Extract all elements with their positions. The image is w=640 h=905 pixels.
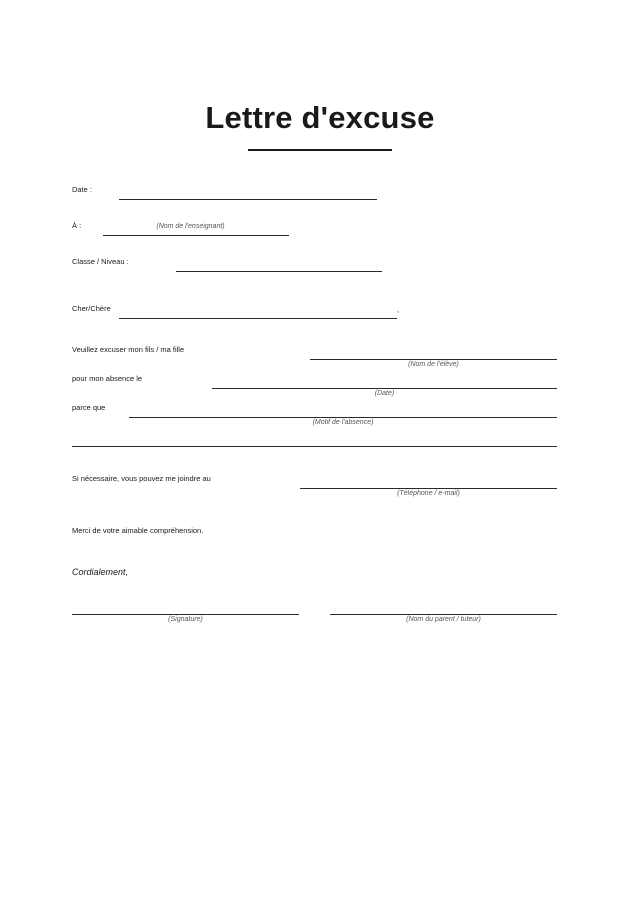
absence-label: pour mon absence le: [72, 374, 143, 383]
absence-date-line: [212, 388, 557, 389]
dear-label: Cher/Chère: [72, 304, 111, 313]
closing-text: Cordialement,: [72, 567, 129, 577]
date-line: [119, 199, 377, 200]
teacher-name-hint: (Nom de l'enseignant): [156, 223, 225, 230]
date-field[interactable]: [119, 186, 377, 200]
signature-line: [72, 614, 299, 615]
student-name-line: [310, 359, 557, 360]
signature-field[interactable]: [72, 600, 299, 614]
reason-line: [129, 417, 557, 418]
because-label: parce que: [72, 403, 106, 412]
reason-hint: (Motif de l'absence): [312, 419, 374, 426]
date-label: Date :: [72, 185, 93, 194]
recipient-field[interactable]: [119, 304, 400, 318]
absence-date-hint: (Date): [374, 390, 395, 397]
excuse-label: Veuillez excuser mon fils / ma fille: [72, 345, 185, 354]
to-label: À :: [72, 221, 82, 230]
thanks-text: Merci de votre aimable compréhension.: [72, 526, 204, 535]
contact-field[interactable]: [300, 474, 557, 488]
parent-name-hint: (Nom du parent / tuteur): [406, 616, 481, 623]
teacher-name-line: [103, 235, 289, 236]
reason-line-continued: [72, 446, 557, 447]
recipient-line: [119, 318, 397, 319]
page-title: Lettre d'excuse: [205, 100, 435, 135]
reason-field-continued[interactable]: [72, 432, 557, 446]
title-underline: [248, 149, 392, 151]
absence-date-field[interactable]: [212, 374, 557, 388]
class-field[interactable]: [176, 257, 382, 271]
contact-hint: (Téléphone / e-mail): [397, 490, 460, 497]
contact-label: Si nécessaire, vous pouvez me joindre au: [72, 474, 211, 483]
class-label: Classe / Niveau :: [72, 257, 129, 266]
dear-comma: ,: [397, 305, 400, 314]
student-name-field[interactable]: [310, 345, 557, 359]
parent-name-field[interactable]: [330, 600, 557, 614]
parent-name-line: [330, 614, 557, 615]
teacher-name-field[interactable]: [103, 221, 289, 235]
contact-line: [300, 488, 557, 489]
signature-hint: (Signature): [168, 616, 203, 623]
reason-field[interactable]: [129, 403, 557, 417]
class-line: [176, 271, 382, 272]
student-name-hint: (Nom de l'élève): [408, 361, 459, 368]
